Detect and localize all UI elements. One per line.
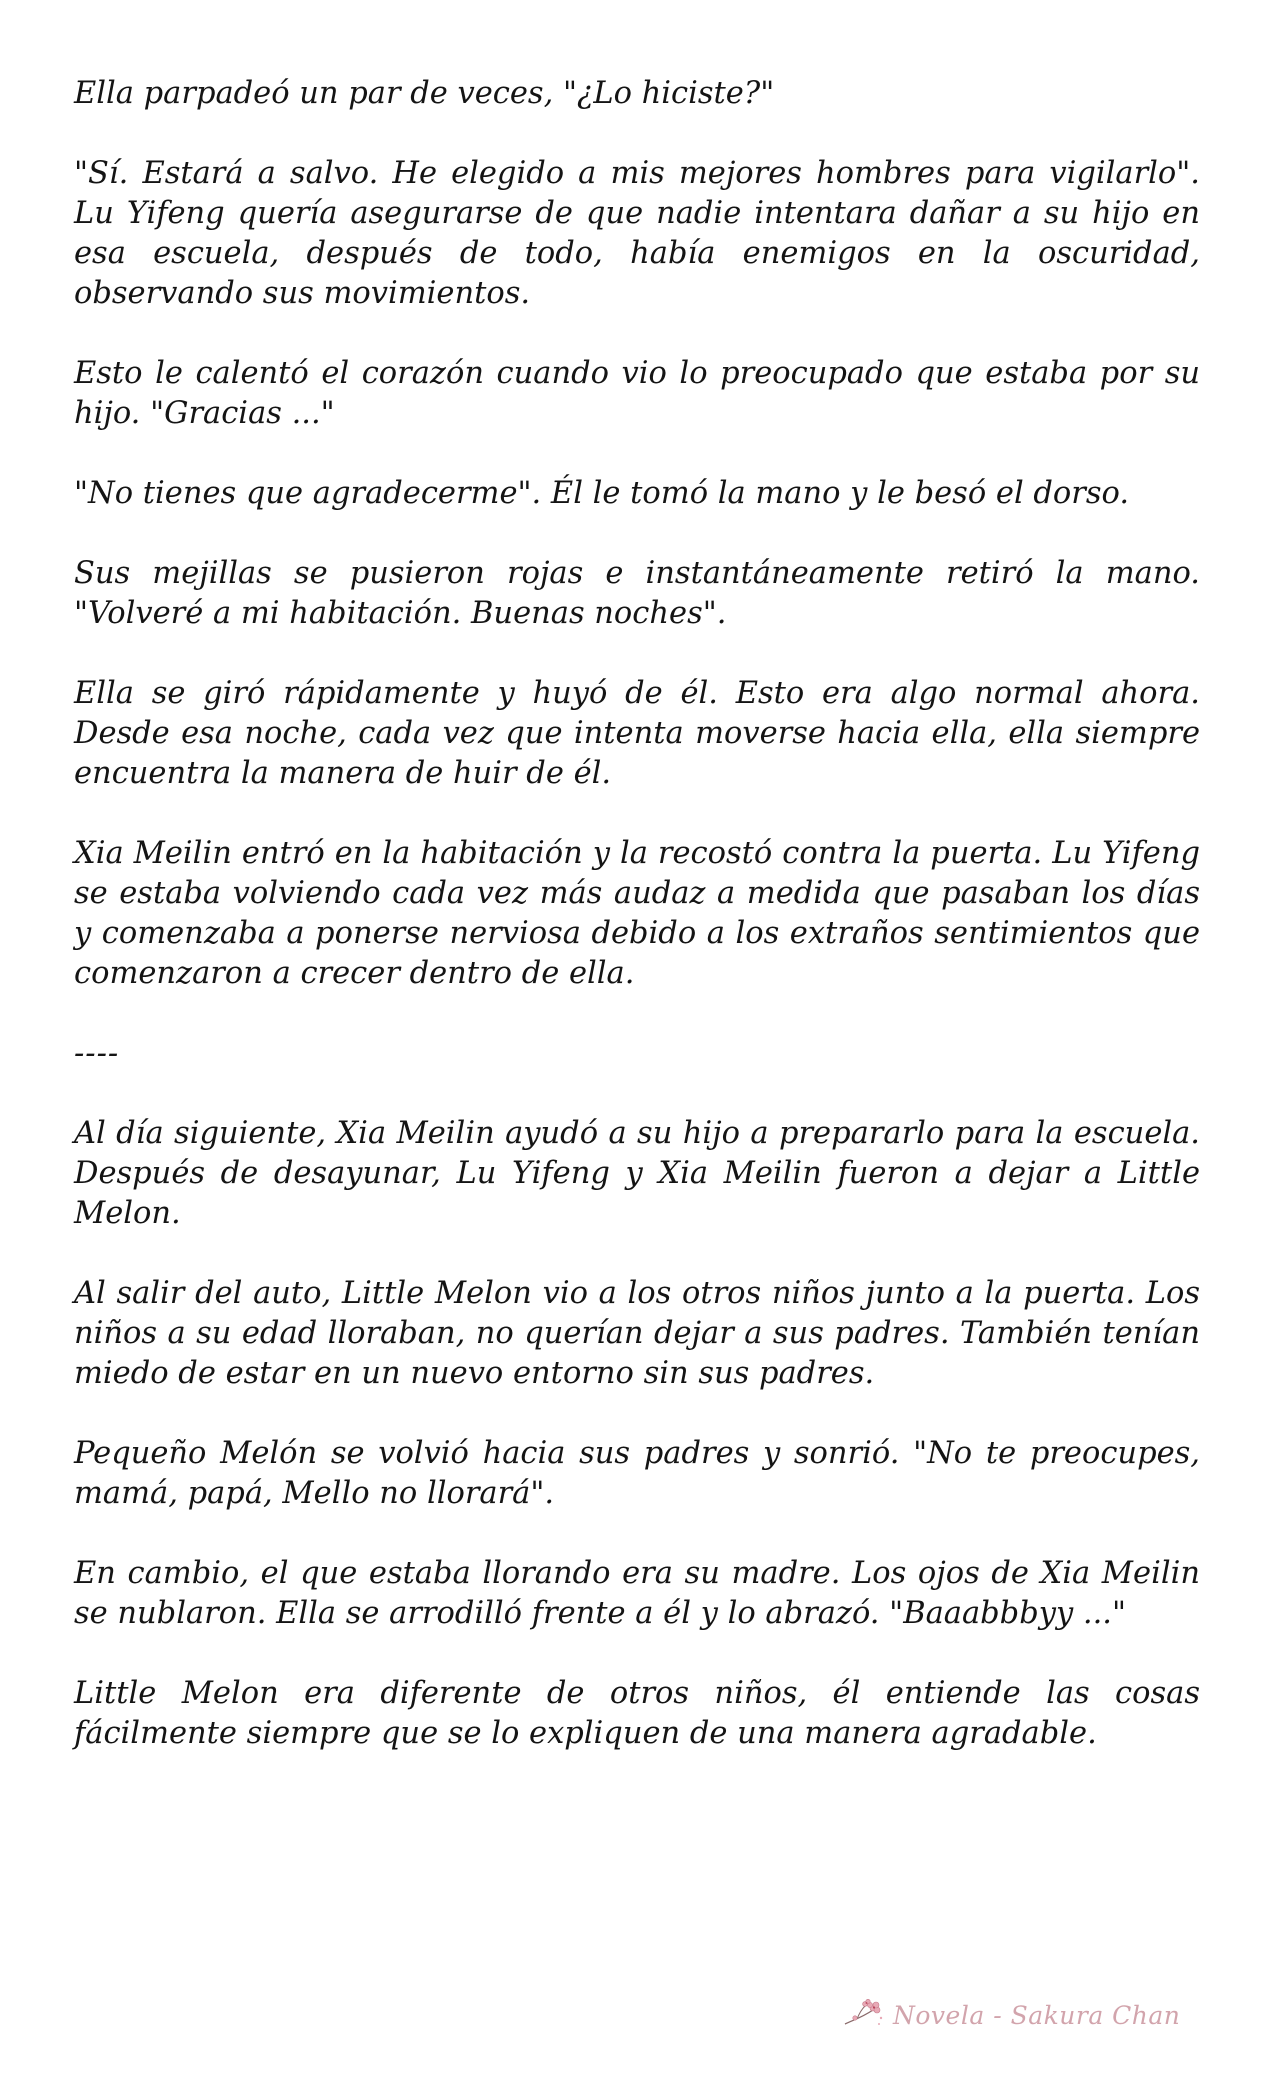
paragraph: Ella se giró rápidamente y huyó de él. Esto era algo normal ahora. Desde esa noche, cada vez que intenta moverse hacia ella, ella siempre encuentra la manera de huir de él. [74,676,1200,791]
paragraph: Xia Meilin entró en la habitación y la recostó contra la puerta. Lu Yifeng se estaba volviendo cada vez más audaz a medida que pasaban los días y comenzaba a ponerse nerviosa debido a los extraños sentimientos que comenzaron a crecer dentro de ella. [74,836,1200,991]
document-body [74,74,1200,1754]
paragraph: Little Melon era diferente de otros niños, él entiende las cosas fácilmente siempre que se lo expliquen de una manera agradable. [74,1676,1200,1751]
paragraph: Esto le calentó el corazón cuando vio lo preocupado que estaba por su hijo. "Gracias ..." [74,356,1200,431]
paragraph: Pequeño Melón se volvió hacia sus padres y sonrió. "No te preocupes, mamá, papá, Mello no llorará". [74,1436,1200,1511]
paragraph: En cambio, el que estaba llorando era su madre. Los ojos de Xia Meilin se nublaron. Ella se arrodilló frente a él y lo abrazó. "Baaabbbyy ..." [74,1556,1200,1631]
cherry-blossom-icon [843,1998,885,2032]
paragraph: Al día siguiente, Xia Meilin ayudó a su hijo a prepararlo para la escuela. Después de desayunar, Lu Yifeng y Xia Meilin fueron a dejar a Little Melon. [74,1116,1200,1231]
paragraph: Ella parpadeó un par de veces, "¿Lo hiciste?" [74,76,775,111]
section-separator: ---- [74,1036,120,1071]
watermark-text: Novela - Sakura Chan [893,2000,1181,2030]
paragraph: Al salir del auto, Little Melon vio a los otros niños junto a la puerta. Los niños a su edad lloraban, no querían dejar a sus padres. También tenían miedo de estar en un nuevo entorno sin sus padres. [74,1276,1200,1391]
paragraph: "Sí. Estará a salvo. He elegido a mis mejores hombres para vigilarlo". Lu Yifeng quería asegurarse de que nadie intentara dañar a su hijo en esa escuela, después de todo, había enemigos en la oscuridad, observando sus movimientos. [74,156,1200,311]
paragraph: Sus mejillas se pusieron rojas e instantáneamente retiró la mano. "Volveré a mi habitación. Buenas noches". [74,556,1200,631]
watermark [843,1995,1223,2035]
paragraph: "No tienes que agradecerme". Él le tomó la mano y le besó el dorso. [74,476,1130,511]
